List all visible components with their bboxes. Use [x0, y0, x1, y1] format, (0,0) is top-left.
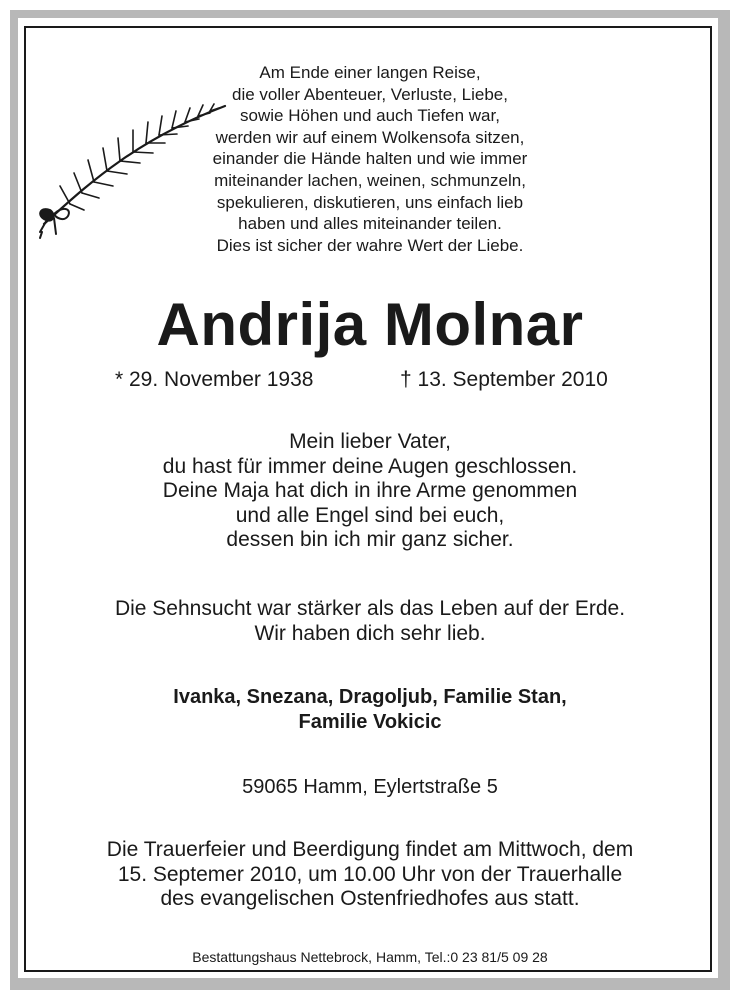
- death-date: † 13. September 2010: [400, 368, 608, 391]
- poem-line: haben und alles miteinander teilen.: [238, 214, 502, 234]
- birth-date: * 29. November 1938: [115, 368, 314, 391]
- opening-poem: [200, 62, 540, 256]
- verse-line: Deine Maja hat dich in ihre Arme genommen: [162, 479, 578, 502]
- verse-line: Mein lieber Vater,: [289, 430, 451, 453]
- poem-line: sowie Höhen und auch Tiefen war,: [240, 106, 500, 126]
- poem-line: Am Ende einer langen Reise,: [259, 63, 481, 82]
- poem-line: Dies ist sicher der wahre Wert der Liebe.: [216, 235, 524, 255]
- funeral-line: des evangelischen Ostenfriedhofes aus statt.: [160, 887, 580, 910]
- mourners-line: Ivanka, Snezana, Dragoljub, Familie Stan,: [173, 686, 567, 708]
- poem-line: spekulieren, diskutieren, uns einfach lieb: [216, 192, 524, 212]
- undertaker-info: Bestattungshaus Nettebrock, Hamm, Tel.:0 23 81/5 09 28: [192, 949, 548, 965]
- longing-text: [0, 597, 740, 646]
- verse-line: du hast für immer deine Augen geschlossen.: [162, 454, 578, 478]
- family-address: 59065 Hamm, Eylertstraße 5: [242, 776, 498, 798]
- deceased-name: Andrija Molnar: [156, 291, 584, 358]
- longing-line: Die Sehnsucht war stärker als das Leben auf der Erde.: [114, 597, 626, 620]
- funeral-line: 15. Septemer 2010, um 10.00 Uhr von der Trauerhalle: [117, 862, 623, 886]
- funeral-line: Die Trauerfeier und Beerdigung findet am Mittwoch, dem: [106, 838, 634, 861]
- poem-line: miteinander lachen, weinen, schmunzeln,: [214, 170, 526, 190]
- farewell-verse: [0, 430, 740, 553]
- longing-line: Wir haben dich sehr lieb.: [254, 621, 486, 645]
- verse-line: und alle Engel sind bei euch,: [235, 503, 505, 527]
- mourners-list: [0, 685, 740, 734]
- poem-line: einander die Hände halten und wie immer: [212, 149, 528, 169]
- funeral-notice: [0, 838, 740, 912]
- poem-line: werden wir auf einem Wolkensofa sitzen,: [215, 127, 525, 147]
- poem-line: die voller Abenteuer, Verluste, Liebe,: [232, 84, 508, 104]
- mourners-line: Familie Vokicic: [298, 710, 442, 733]
- verse-line: dessen bin ich mir ganz sicher.: [226, 528, 514, 551]
